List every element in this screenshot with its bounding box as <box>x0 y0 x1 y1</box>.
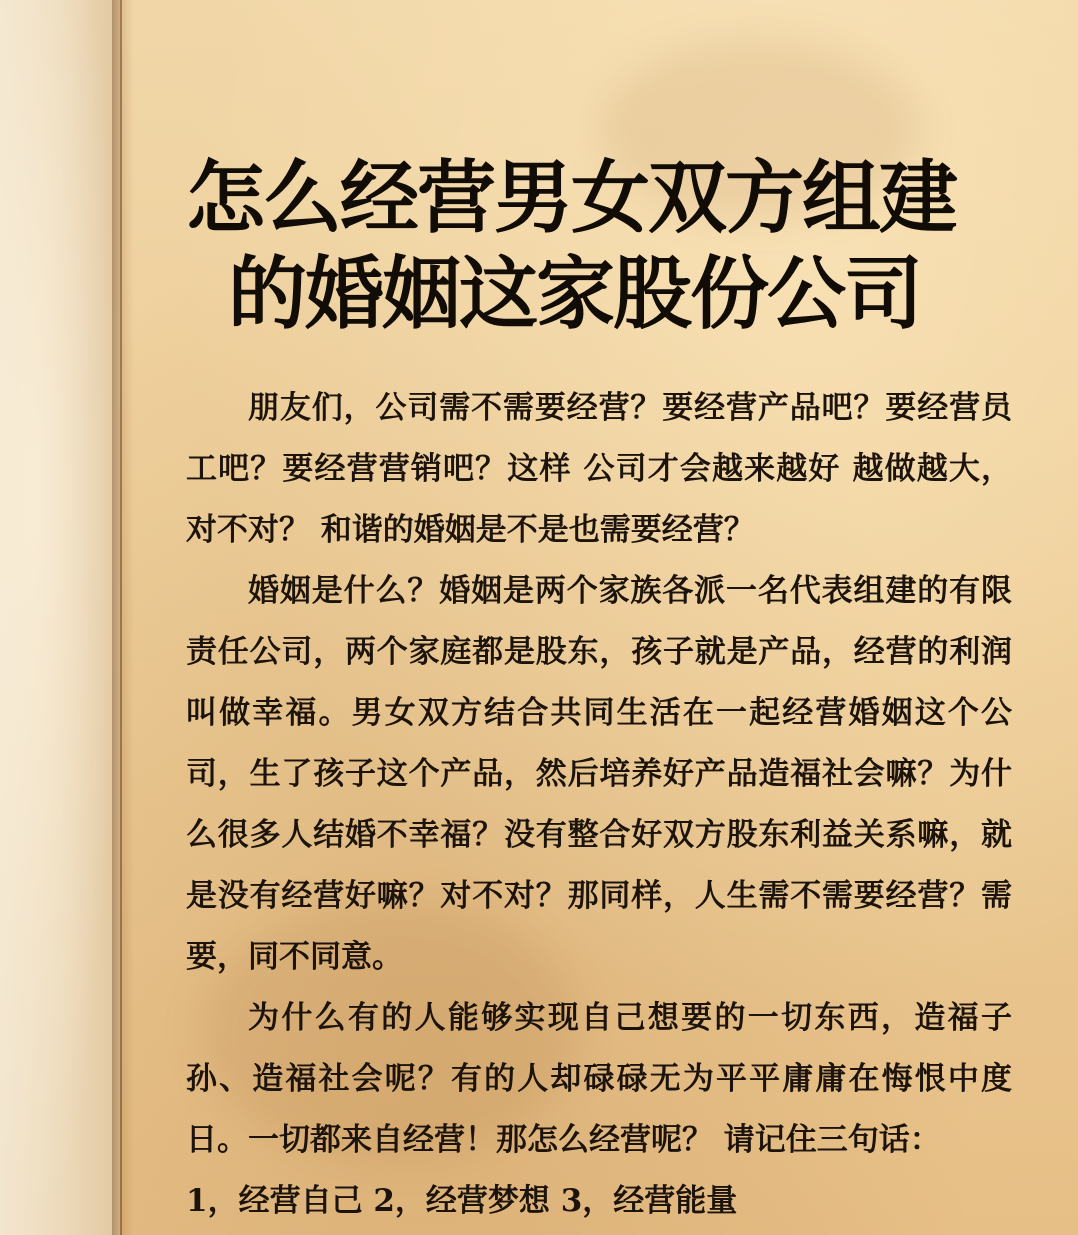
document-body <box>186 378 1012 1232</box>
document-title <box>186 150 1058 342</box>
document-content <box>186 150 1058 1232</box>
book-spine-shadow <box>112 0 134 1235</box>
title-line-1: 怎么经营男女双方组建 <box>186 152 956 244</box>
paragraph-3: 为什么有的人能够实现自己想要的一切东西，造福子孙、造福社会呢？有的人却碌碌无为平平庸庸在悔恨中度日。一切都来自经营！那怎么经营呢？ 请记住三句话： <box>186 1000 1012 1158</box>
page-fold-line <box>120 0 122 1235</box>
left-page-edge <box>0 0 120 1235</box>
paragraph-1: 朋友们，公司需不需要经营？要经营产品吧？要经营员工吧？要经营营销吧？这样 公司才会越来越好 越做越大，对不对？ 和谐的婚姻是不是也需要经营？ <box>186 390 1012 548</box>
paragraph-4: 1，经营自己 2，经营梦想 3，经营能量 <box>186 1183 738 1219</box>
title-line-2: 的婚姻这家股份公司 <box>228 248 921 340</box>
paragraph-2: 婚姻是什么？婚姻是两个家族各派一名代表组建的有限责任公司，两个家庭都是股东，孩子就是产品，经营的利润叫做幸福。男女双方结合共同生活在一起经营婚姻这个公司，生了孩子这个产品，然后培养好产品造福社会嘛？为什么很多人结婚不幸福？没有整合好双方股东利益关系嘛，就是没有经营好嘛？对不对？那同样，人生需不需要经营？需要，同不同意。 <box>186 573 1012 975</box>
